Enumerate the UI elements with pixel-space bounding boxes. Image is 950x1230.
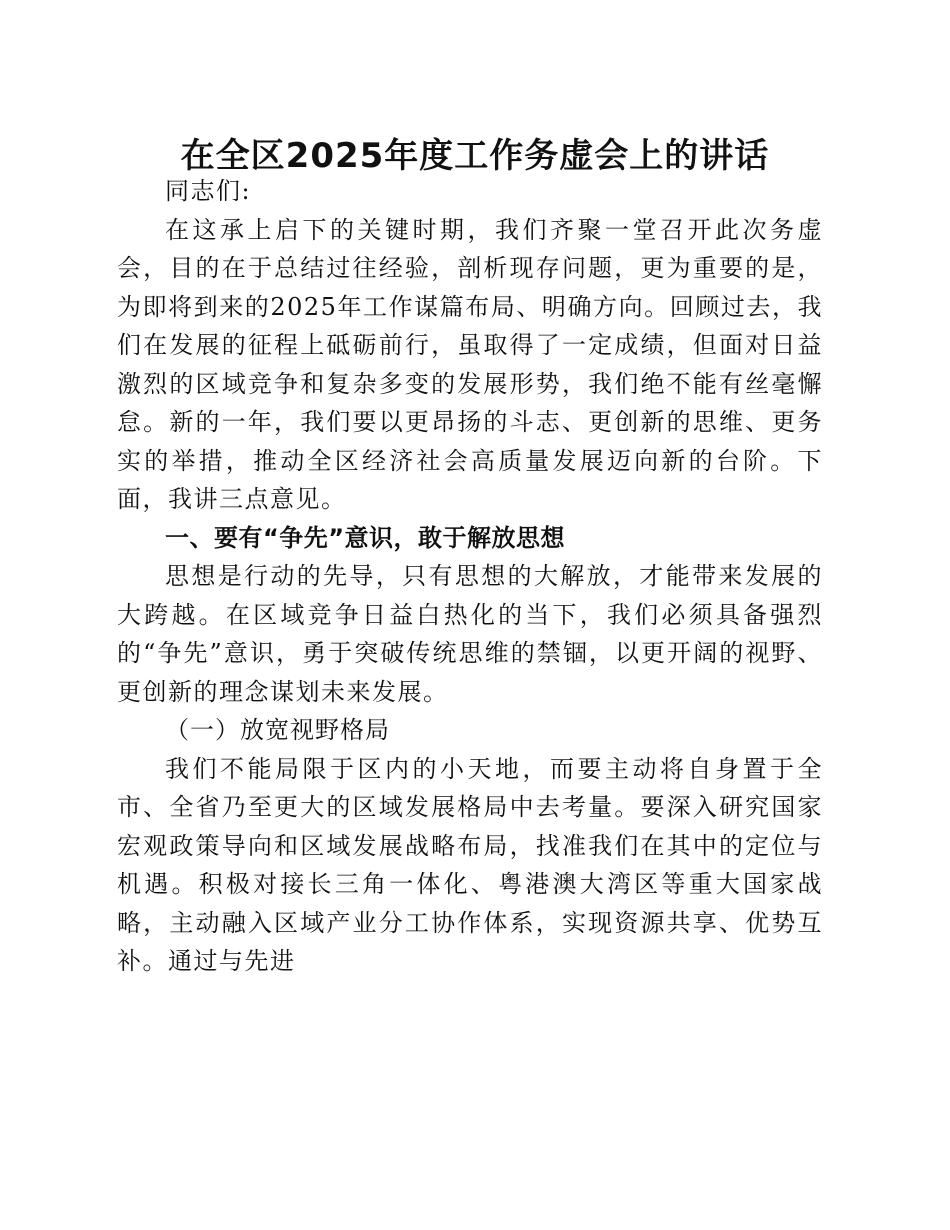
- document-title: 在全区2025年度工作务虚会上的讲话: [180, 136, 770, 176]
- document-body: [117, 172, 823, 981]
- intro-paragraph: 在这承上启下的关键时期，我们齐聚一堂召开此次务虚会，目的在于总结过往经验，剖析现存问题，更为重要的是，为即将到来的2025年工作谋篇布局、明确方向。回顾过去，我们在发展的征程上砥砺前行，虽取得了一定成绩，但面对日益激烈的区域竞争和复杂多变的发展形势，我们绝不能有丝毫懈怠。新的一年，我们要以更昂扬的斗志、更创新的思维、更务实的举措，推动全区经济社会高质量发展迈向新的台阶。下面，我讲三点意见。: [117, 215, 823, 513]
- section-1-paragraph: 思想是行动的先导，只有思想的大解放，才能带来发展的大跨越。在区域竞争日益白热化的当下，我们必须具备强烈的“争先”意识，勇于突破传统思维的禁锢，以更开阔的视野、更创新的理念谋划未来发展。: [117, 562, 823, 706]
- salutation: 同志们:: [165, 177, 252, 205]
- section-1-heading: 一、要有“争先”意识，敢于解放思想: [165, 523, 566, 552]
- subsection-1-heading: （一）放宽视野格局: [165, 716, 390, 744]
- subsection-1-paragraph: 我们不能局限于区内的小天地，而要主动将自身置于全市、全省乃至更大的区域发展格局中去考量。要深入研究国家宏观政策导向和区域发展战略布局，找准我们在其中的定位与机遇。积极对接长三角一体化、粤港澳大湾区等重大国家战略，主动融入区域产业分工协作体系，实现资源共享、优势互补。通过与先进: [117, 754, 823, 975]
